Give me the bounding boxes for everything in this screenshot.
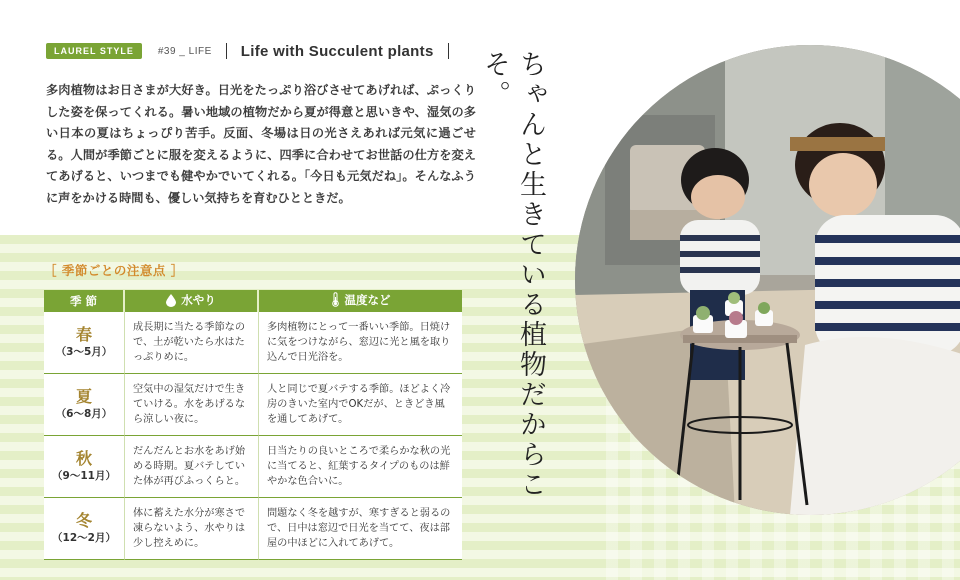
divider [226, 43, 227, 59]
temp-cell: 日当たりの良いところで柔らかな秋の光に当てると、紅葉するタイプのものは鮮やかな色合いに。 [259, 436, 462, 498]
table-row [44, 312, 462, 374]
water-cell: だんだんとお水をあげ始める時期。夏バテしていた体が再びふっくらと。 [125, 436, 259, 498]
table-row [44, 498, 462, 560]
season-months: （12〜2月） [52, 532, 116, 544]
season-months: （9〜11月） [52, 470, 116, 482]
season-months: （6〜8月） [55, 408, 113, 420]
divider [448, 43, 449, 59]
header-water-label: 水やり [181, 293, 216, 308]
season-name: 夏 [75, 387, 92, 406]
season-cell [44, 498, 125, 560]
table-row [44, 436, 462, 498]
season-cell [44, 436, 125, 498]
header-season: 季 節 [44, 290, 125, 312]
season-name: 冬 [75, 511, 92, 530]
water-drop-icon [166, 294, 176, 307]
table-row [44, 374, 462, 436]
series-badge: LAUREL STYLE [46, 43, 142, 59]
temp-cell: 人と同じで夏バテする季節。ほどよく冷房のきいた室内でOKだが、ときどき風を通してあげて。 [259, 374, 462, 436]
season-name: 秋 [75, 449, 92, 468]
header-temp [259, 290, 462, 312]
table-header-row [44, 290, 462, 312]
vertical-headline: ちゃんと生きている植物だからこそ。 [479, 50, 546, 500]
seasonal-care-table [44, 290, 462, 560]
page-header [46, 40, 463, 62]
season-months: （3〜5月） [55, 346, 113, 358]
temp-cell: 問題なく冬を越すが、寒すぎると弱るので、日中は窓辺で日光を当てて、夜は部屋の中ほどに入れてあげて。 [259, 498, 462, 560]
header-temp-label: 温度など [344, 292, 391, 307]
season-name: 春 [75, 325, 92, 344]
water-cell: 成長期に当たる季節なので、土が乾いたら水はたっぷりめに。 [125, 312, 259, 374]
header-water [125, 290, 259, 312]
issue-number: #39 _ LIFE [157, 45, 212, 57]
water-cell: 体に蓄えた水分が寒さで凍らないよう、水やりは少し控えめに。 [125, 498, 259, 560]
page-title: Life with Succulent plants [240, 42, 434, 60]
thermometer-icon [331, 292, 340, 307]
water-cell: 空気中の湿気だけで生きていける。水をあげるなら涼しい夜に。 [125, 374, 259, 436]
season-cell [44, 312, 125, 374]
section-label: ［ 季節ごとの注意点 ］ [44, 263, 184, 278]
intro-paragraph: 多肉植物はお日さまが大好き。日光をたっぷり浴びさせてあげれば、ぷっくりした姿を保ってくれる。暑い地域の植物だから夏が得意と思いきや、湿気の多い日本の夏はちょっぴり苦手。反面、冬場は日の光さえあれば元気に過ごせる。人間が季節ごとに服を変えるように、四季に合わせてお世話の仕方を変えてあげると、いつまでも健やかでいてくれる。「今日も元気だね」。そんなふうに声をかける時間も、優しい気持ちを育むひとときだ。 [46, 83, 476, 205]
temp-cell: 多肉植物にとって一番いい季節。日焼けに気をつけながら、窓辺に光と風を取り込んで日光浴を。 [259, 312, 462, 374]
season-cell [44, 374, 125, 436]
